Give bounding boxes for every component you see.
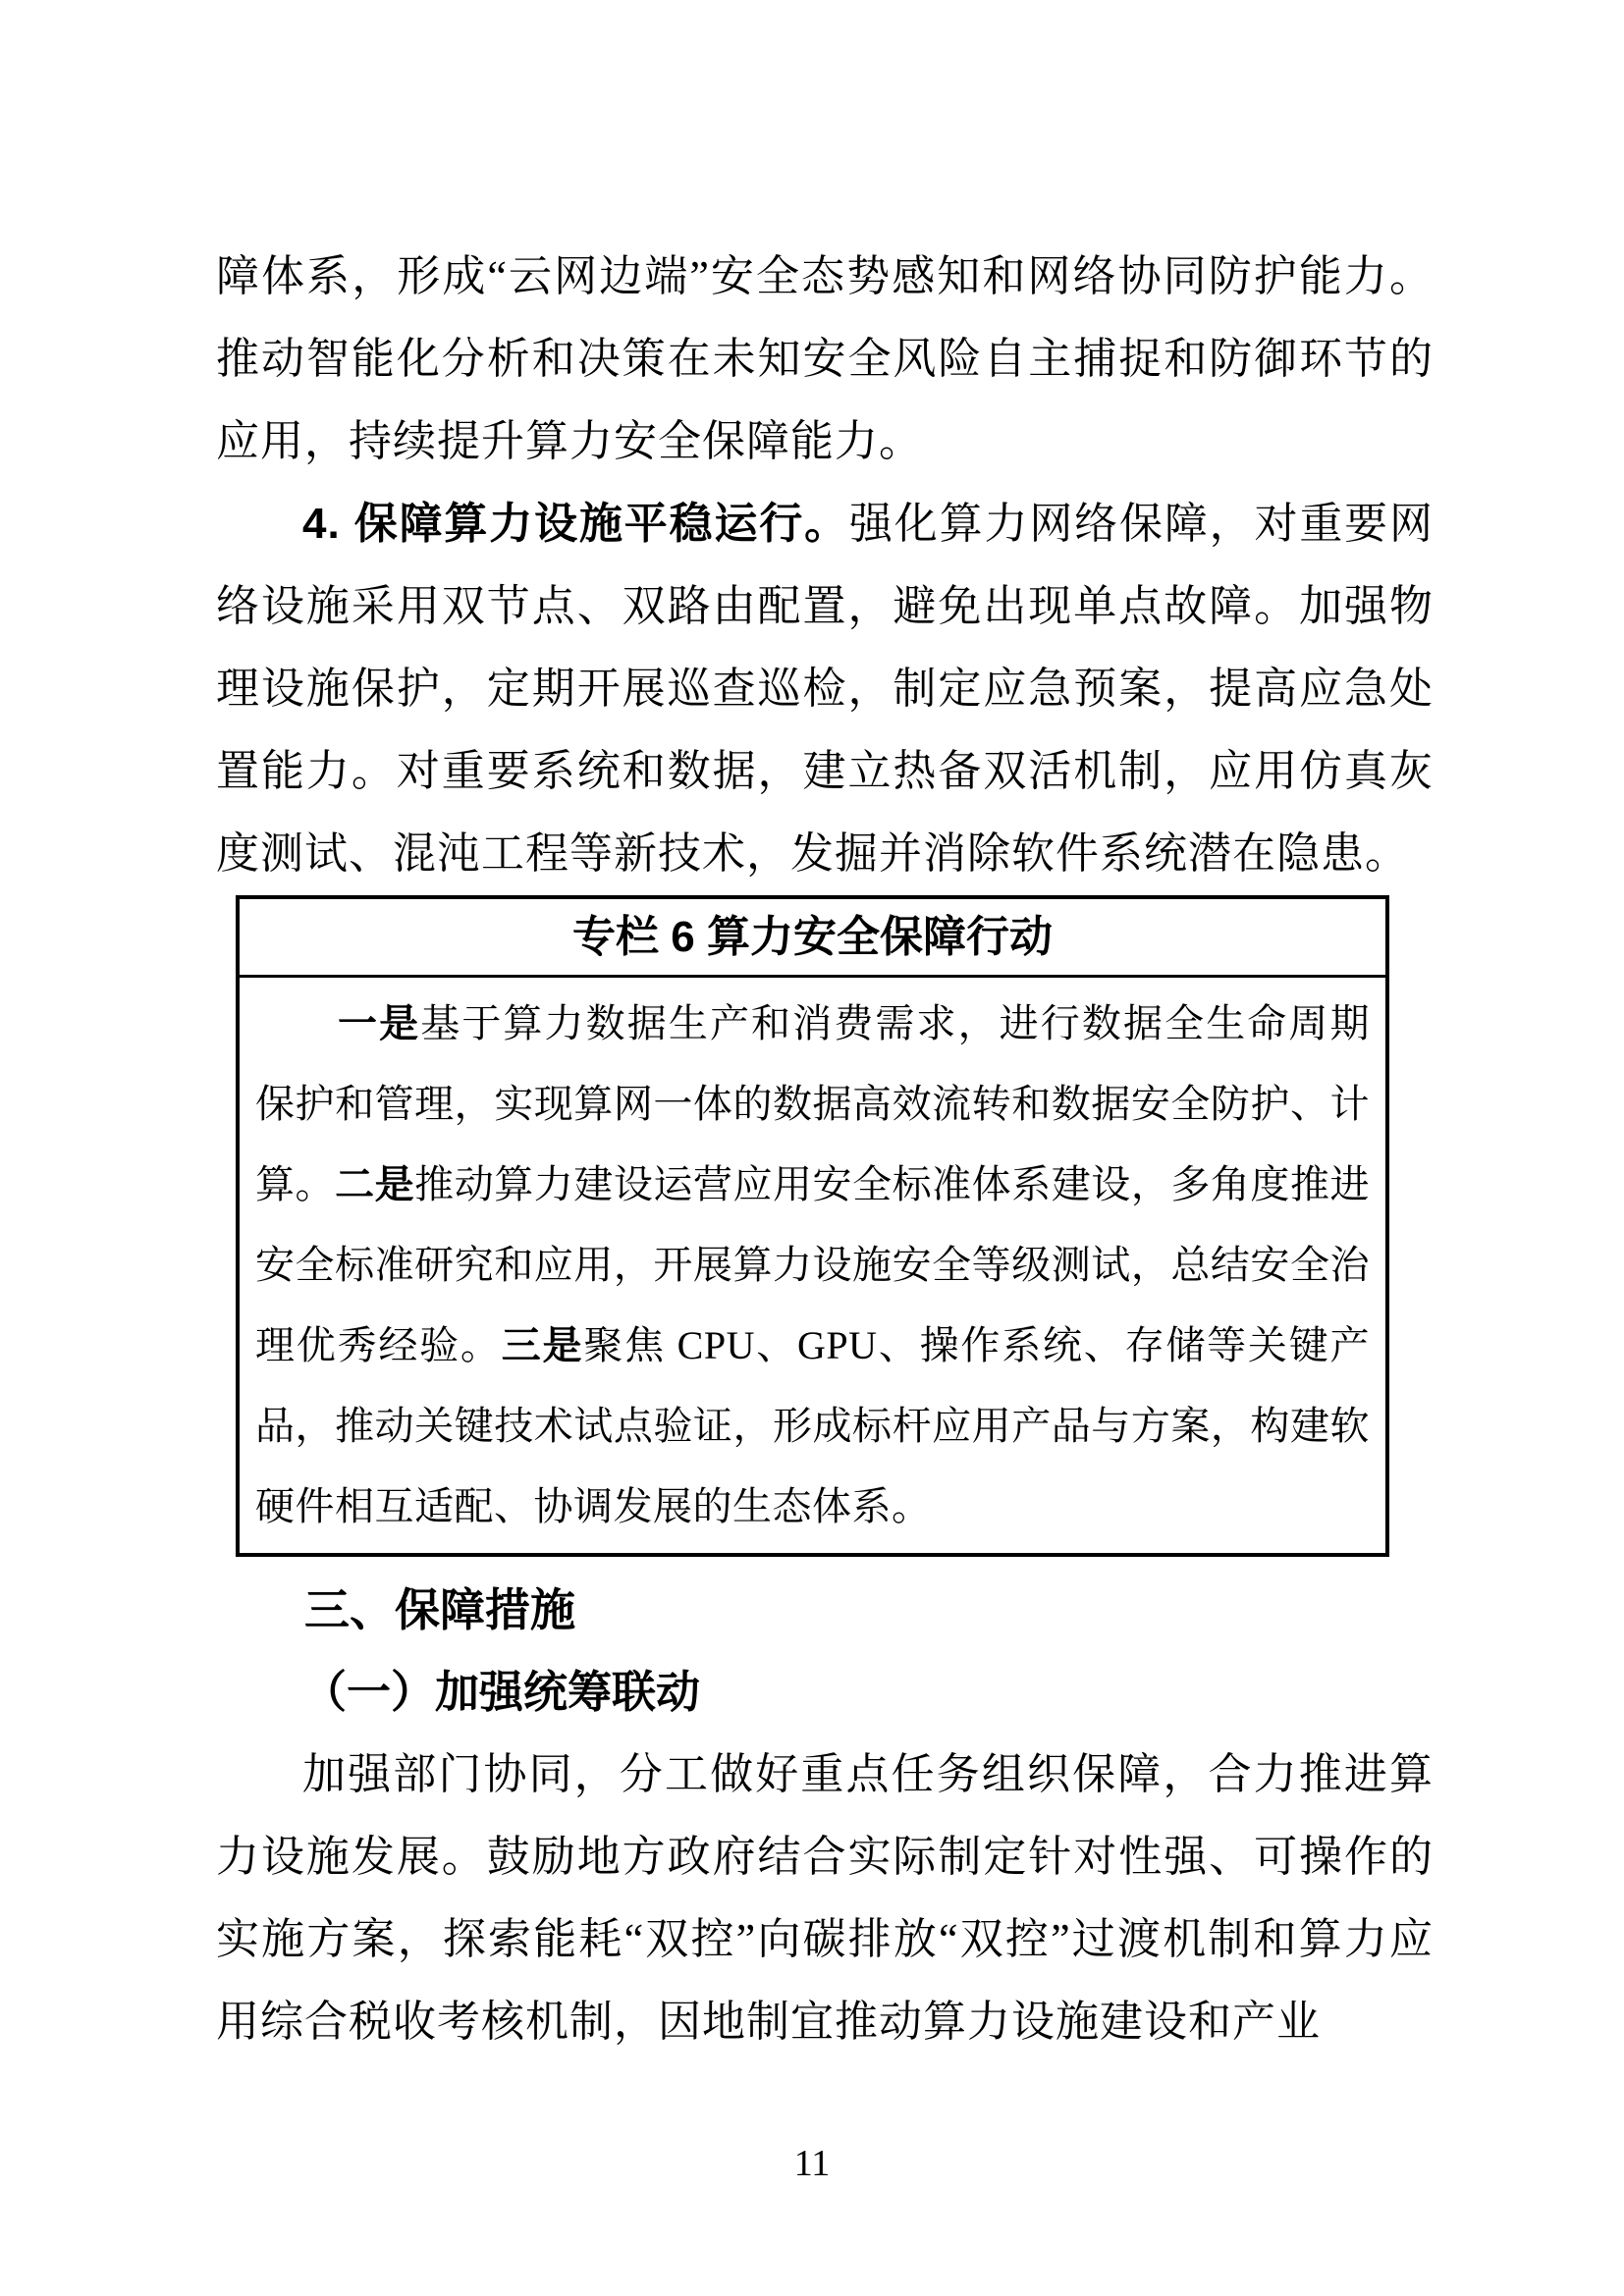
callout-box-column6 [236,895,1389,1557]
paragraph-security-capability: 障体系，形成“云网边端”安全态势感知和网络协同防护能力。推动智能化分析和决策在未知安全风险自主捕捉和防御环节的应用，持续提升算力安全保障能力。 [216,252,1434,465]
callout-box-title: 专栏 6 算力安全保障行动 [240,899,1385,978]
paragraph-coordination: 加强部门协同，分工做好重点任务组织保障，合力推进算力设施发展。鼓励地方政府结合实际制定针对性强、可操作的实施方案，探索能耗“双控”向碳排放“双控”过渡机制和算力应用综合税收考核机制，因地制宜推动算力设施建设和产业 [216,1750,1434,2046]
callout-seg-first-label: 一是 [338,1001,421,1045]
callout-box-body [240,978,1385,1553]
item4-body-text: 强化算力网络保障，对重要网络设施采用双节点、双路由配置，避免出现单点故障。加强物理设施保护，定期开展巡查巡检，制定应急预案，提高应急处置能力。对重要系统和数据，建立热备双活机制，应用仿真灰度测试、混沌工程等新技术，发掘并消除软件系统潜在隐患。 [216,500,1435,878]
document-content [216,236,1434,2063]
callout-seg-second-text: 推动算力建设运营应用安全标准体系建设，多角度推进安全标准研究和应用，开展算力设施安全等级测试，总结安全治理优秀经验。 [255,1162,1371,1367]
heading-subsection-3-1: （一）加强统筹联动 [302,1668,701,1717]
callout-seg-second-label: 二是 [335,1162,415,1206]
callout-seg-third-label: 三是 [501,1323,584,1367]
paragraph-item4 [216,483,1434,895]
heading-section-3: 三、保障措施 [304,1584,575,1635]
callout-seg-first-text: 基于算力数据生产和消费需求，进行数据全生命周期保护和管理，实现算网一体的数据高效流转和数据安全防护、计算。 [255,1001,1371,1206]
item4-run-in-heading: 4. 保障算力设施平稳运行。 [302,500,849,548]
callout-seg-third-text: 聚焦 CPU、GPU、操作系统、存储等关键产品，推动关键技术试点验证，形成标杆应用产品与方案，构建软硬件相互适配、协调发展的生态体系。 [255,1323,1370,1528]
page-number: 11 [793,2143,831,2184]
